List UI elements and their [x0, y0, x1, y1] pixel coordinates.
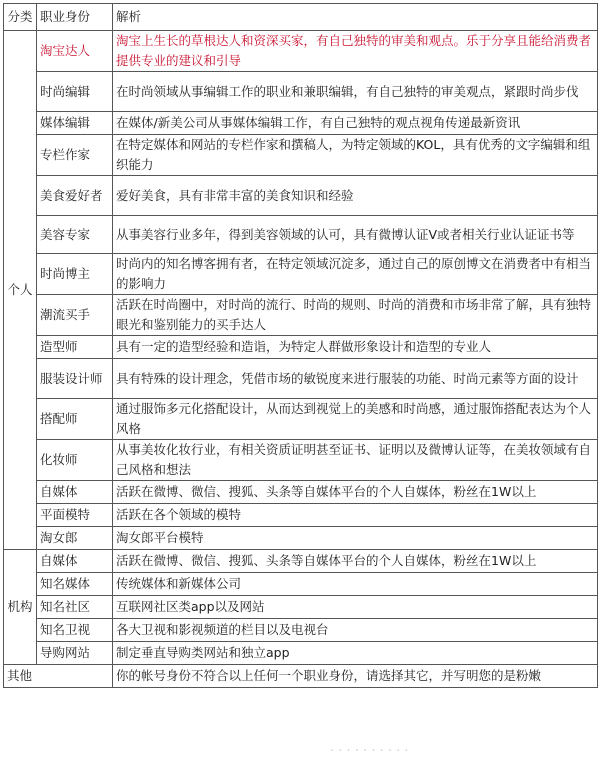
role-cell: 自媒体	[37, 481, 113, 504]
table-row	[4, 295, 598, 336]
role-cell: 淘女郎	[37, 527, 113, 550]
role-cell: 知名卫视	[37, 619, 113, 642]
table-row	[4, 112, 598, 135]
table-row	[4, 573, 598, 596]
description-cell: 具有一定的造型经验和造诣，为特定人群做形象设计和造型的专业人	[113, 336, 598, 359]
category-cell: 机构	[4, 550, 37, 665]
description-cell: 活跃在微博、微信、搜狐、头条等自媒体平台的个人自媒体，粉丝在1W以上	[113, 481, 598, 504]
table-row	[4, 176, 598, 216]
role-cell: 专栏作家	[37, 135, 113, 176]
role-cell: 自媒体	[37, 550, 113, 573]
header-description: 解析	[113, 4, 598, 31]
role-cell: 淘宝达人	[37, 31, 113, 72]
table-row	[4, 642, 598, 665]
description-cell: 从事美妆化妆行业，有相关资质证明甚至证书、证明以及微博认证等，在美妆领域有自己风格和想法	[113, 440, 598, 481]
table-row	[4, 440, 598, 481]
table-row	[4, 254, 598, 295]
description-cell: 从事美容行业多年，得到美容领域的认可，具有微博认证V或者相关行业认证证书等	[113, 216, 598, 254]
category-cell: 个人	[4, 31, 37, 550]
table-row	[4, 665, 598, 688]
role-cell: 知名媒体	[37, 573, 113, 596]
description-cell: 活跃在各个领域的模特	[113, 504, 598, 527]
table-row	[4, 336, 598, 359]
role-cell: 时尚博主	[37, 254, 113, 295]
table-row	[4, 135, 598, 176]
category-cell: 其他	[4, 665, 113, 688]
role-cell: 知名社区	[37, 596, 113, 619]
header-category: 分类	[4, 4, 37, 31]
role-cell: 导购网站	[37, 642, 113, 665]
role-cell: 搭配师	[37, 399, 113, 440]
description-cell: 淘宝上生长的草根达人和资深买家，有自己独特的审美和观点。乐于分享且能给消费者提供专业的建议和引导	[113, 31, 598, 72]
role-cell: 造型师	[37, 336, 113, 359]
description-cell: 在时尚领域从事编辑工作的职业和兼职编辑，有自己独特的审美观点，紧跟时尚步伐	[113, 72, 598, 112]
role-cell: 平面模特	[37, 504, 113, 527]
description-cell: 在特定媒体和网站的专栏作家和撰稿人，为特定领域的KOL，具有优秀的文字编辑和组织能力	[113, 135, 598, 176]
description-cell: 在媒体/新美公司从事媒体编辑工作，有自己独特的观点视角传递最新资讯	[113, 112, 598, 135]
description-cell: 制定垂直导购类网站和独立app	[113, 642, 598, 665]
table-row	[4, 619, 598, 642]
table-row	[4, 527, 598, 550]
role-cell: 化妆师	[37, 440, 113, 481]
description-cell: 活跃在微博、微信、搜狐、头条等自媒体平台的个人自媒体，粉丝在1W以上	[113, 550, 598, 573]
role-cell: 服装设计师	[37, 359, 113, 399]
table-row	[4, 399, 598, 440]
header-row	[4, 4, 598, 31]
description-cell: 具有特殊的设计理念，凭借市场的敏锐度来进行服装的功能、时尚元素等方面的设计	[113, 359, 598, 399]
description-cell: 爱好美食，具有非常丰富的美食知识和经验	[113, 176, 598, 216]
description-cell: 时尚内的知名博客拥有者，在特定领域沉淀多，通过自己的原创博文在消费者中有相当的影响力	[113, 254, 598, 295]
header-role: 职业身份	[37, 4, 113, 31]
table-row	[4, 550, 598, 573]
role-cell: 时尚编辑	[37, 72, 113, 112]
table-row	[4, 596, 598, 619]
description-cell: 互联网社区类app以及网站	[113, 596, 598, 619]
watermark: · · · · · · · · · ·	[330, 744, 409, 759]
description-cell: 通过服饰多元化搭配设计，从而达到视觉上的美感和时尚感，通过服饰搭配表达为个人风格	[113, 399, 598, 440]
table-row	[4, 31, 598, 72]
role-table	[3, 3, 598, 688]
role-cell: 美食爱好者	[37, 176, 113, 216]
table-row	[4, 481, 598, 504]
role-cell: 美容专家	[37, 216, 113, 254]
table-row	[4, 72, 598, 112]
role-cell: 媒体编辑	[37, 112, 113, 135]
description-cell: 各大卫视和影视频道的栏目以及电视台	[113, 619, 598, 642]
role-cell: 潮流买手	[37, 295, 113, 336]
description-cell: 活跃在时尚圈中，对时尚的流行、时尚的规则、时尚的消费和市场非常了解，具有独特眼光和鉴别能力的买手达人	[113, 295, 598, 336]
table-row	[4, 504, 598, 527]
table-row	[4, 359, 598, 399]
description-cell: 传统媒体和新媒体公司	[113, 573, 598, 596]
table-row	[4, 216, 598, 254]
description-cell: 淘女郎平台模特	[113, 527, 598, 550]
description-cell: 你的帐号身份不符合以上任何一个职业身份，请选择其它，并写明您的是粉嫩	[113, 665, 598, 688]
